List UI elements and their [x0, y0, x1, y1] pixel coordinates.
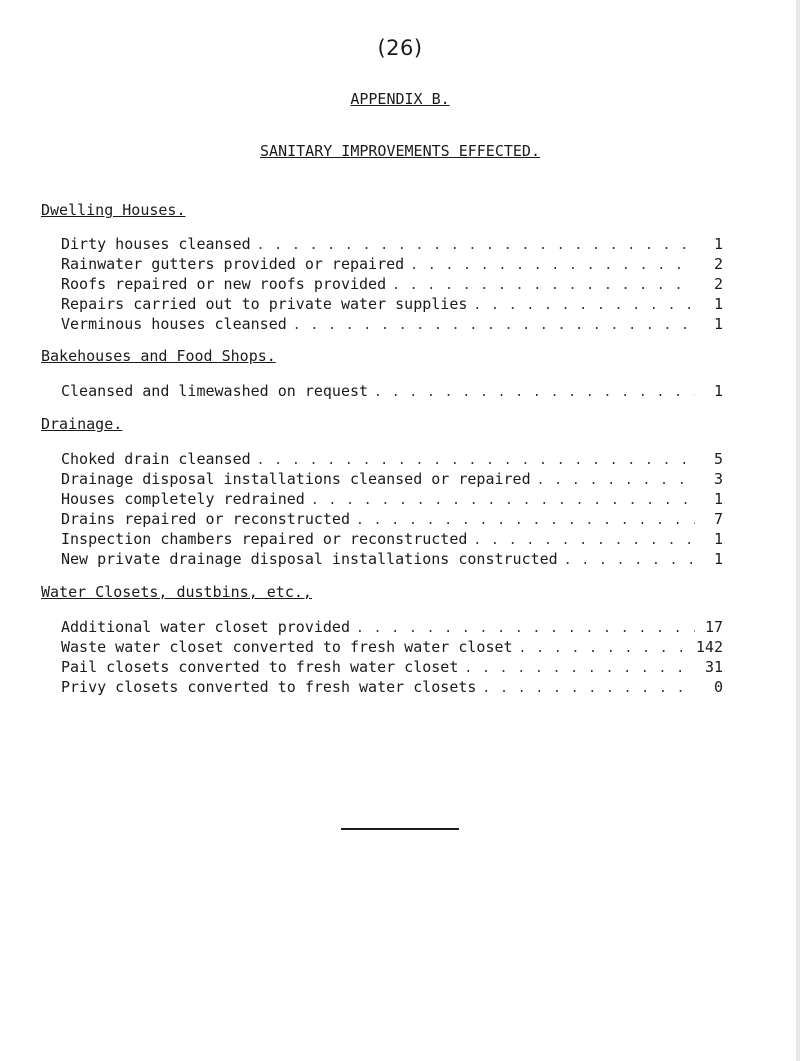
item-count: 7	[713, 510, 723, 528]
item-label: Pail closets converted to fresh water closet	[61, 658, 459, 676]
item-count: 1	[713, 550, 723, 568]
dot-leader	[564, 551, 695, 571]
list-item	[61, 637, 723, 657]
item-label: Drainage disposal installations cleansed or repaired	[61, 470, 531, 488]
list-item	[61, 677, 723, 697]
list-item	[61, 657, 723, 677]
item-count: 1	[713, 382, 723, 400]
item-count: 1	[713, 295, 723, 313]
item-label: Choked drain cleansed	[61, 450, 251, 468]
dot-leader	[356, 619, 695, 639]
item-count: 0	[713, 678, 723, 696]
item-count: 142	[695, 638, 723, 656]
list-item	[61, 617, 723, 637]
list-item	[61, 381, 723, 401]
list-item	[61, 294, 723, 314]
dot-leader	[392, 276, 695, 296]
list-item	[61, 254, 723, 274]
item-count: 2	[713, 275, 723, 293]
item-label: Privy closets converted to fresh water closets	[61, 678, 477, 696]
item-label: Cleansed and limewashed on request	[61, 382, 369, 400]
dot-leader	[257, 236, 695, 256]
list-item	[61, 489, 723, 509]
item-count: 2	[713, 255, 723, 273]
dot-leader	[537, 471, 695, 491]
list-item	[61, 449, 723, 469]
item-label: Dirty houses cleansed	[61, 235, 251, 253]
dot-leader	[473, 296, 695, 316]
section-heading-bakehouses: Bakehouses and Food Shops.	[41, 347, 276, 365]
list-item	[61, 274, 723, 294]
dot-leader	[257, 451, 695, 471]
item-label: Additional water closet provided	[61, 618, 350, 636]
section-heading-water-closets: Water Closets, dustbins, etc.,	[41, 583, 312, 601]
appendix-heading: APPENDIX B.	[350, 90, 450, 108]
dot-leader	[482, 679, 695, 699]
item-count: 1	[713, 490, 723, 508]
dot-leader	[519, 639, 690, 659]
item-label: Drains repaired or reconstructed	[61, 510, 350, 528]
item-label: New private drainage disposal installations constructed	[61, 550, 558, 568]
list-item	[61, 314, 723, 334]
item-label: Inspection chambers repaired or reconstructed	[61, 530, 468, 548]
list-item	[61, 234, 723, 254]
page-number: (26)	[377, 36, 423, 60]
list-item	[61, 509, 723, 529]
item-label: Repairs carried out to private water supplies	[61, 295, 468, 313]
dot-leader	[473, 531, 695, 551]
item-count: 1	[713, 530, 723, 548]
list-item	[61, 529, 723, 549]
closing-rule	[341, 828, 459, 830]
item-label: Rainwater gutters provided or repaired	[61, 255, 405, 273]
item-count: 31	[704, 658, 723, 676]
item-count: 3	[713, 470, 723, 488]
item-count: 17	[704, 618, 723, 636]
section-heading-dwelling-houses: Dwelling Houses.	[41, 201, 186, 219]
item-count: 5	[713, 450, 723, 468]
dot-leader	[356, 511, 695, 531]
document-title: SANITARY IMPROVEMENTS EFFECTED.	[260, 142, 540, 160]
page-edge-shadow	[796, 0, 800, 1061]
item-count: 1	[713, 235, 723, 253]
item-label: Verminous houses cleansed	[61, 315, 287, 333]
item-count: 1	[713, 315, 723, 333]
dot-leader	[374, 383, 695, 403]
dot-leader	[293, 316, 695, 336]
item-label: Roofs repaired or new roofs provided	[61, 275, 387, 293]
dot-leader	[464, 659, 695, 679]
section-heading-drainage: Drainage.	[41, 415, 123, 433]
dot-leader	[311, 491, 695, 511]
item-label: Houses completely redrained	[61, 490, 305, 508]
list-item	[61, 549, 723, 569]
dot-leader	[410, 256, 695, 276]
item-label: Waste water closet converted to fresh water closet	[61, 638, 513, 656]
list-item	[61, 469, 723, 489]
